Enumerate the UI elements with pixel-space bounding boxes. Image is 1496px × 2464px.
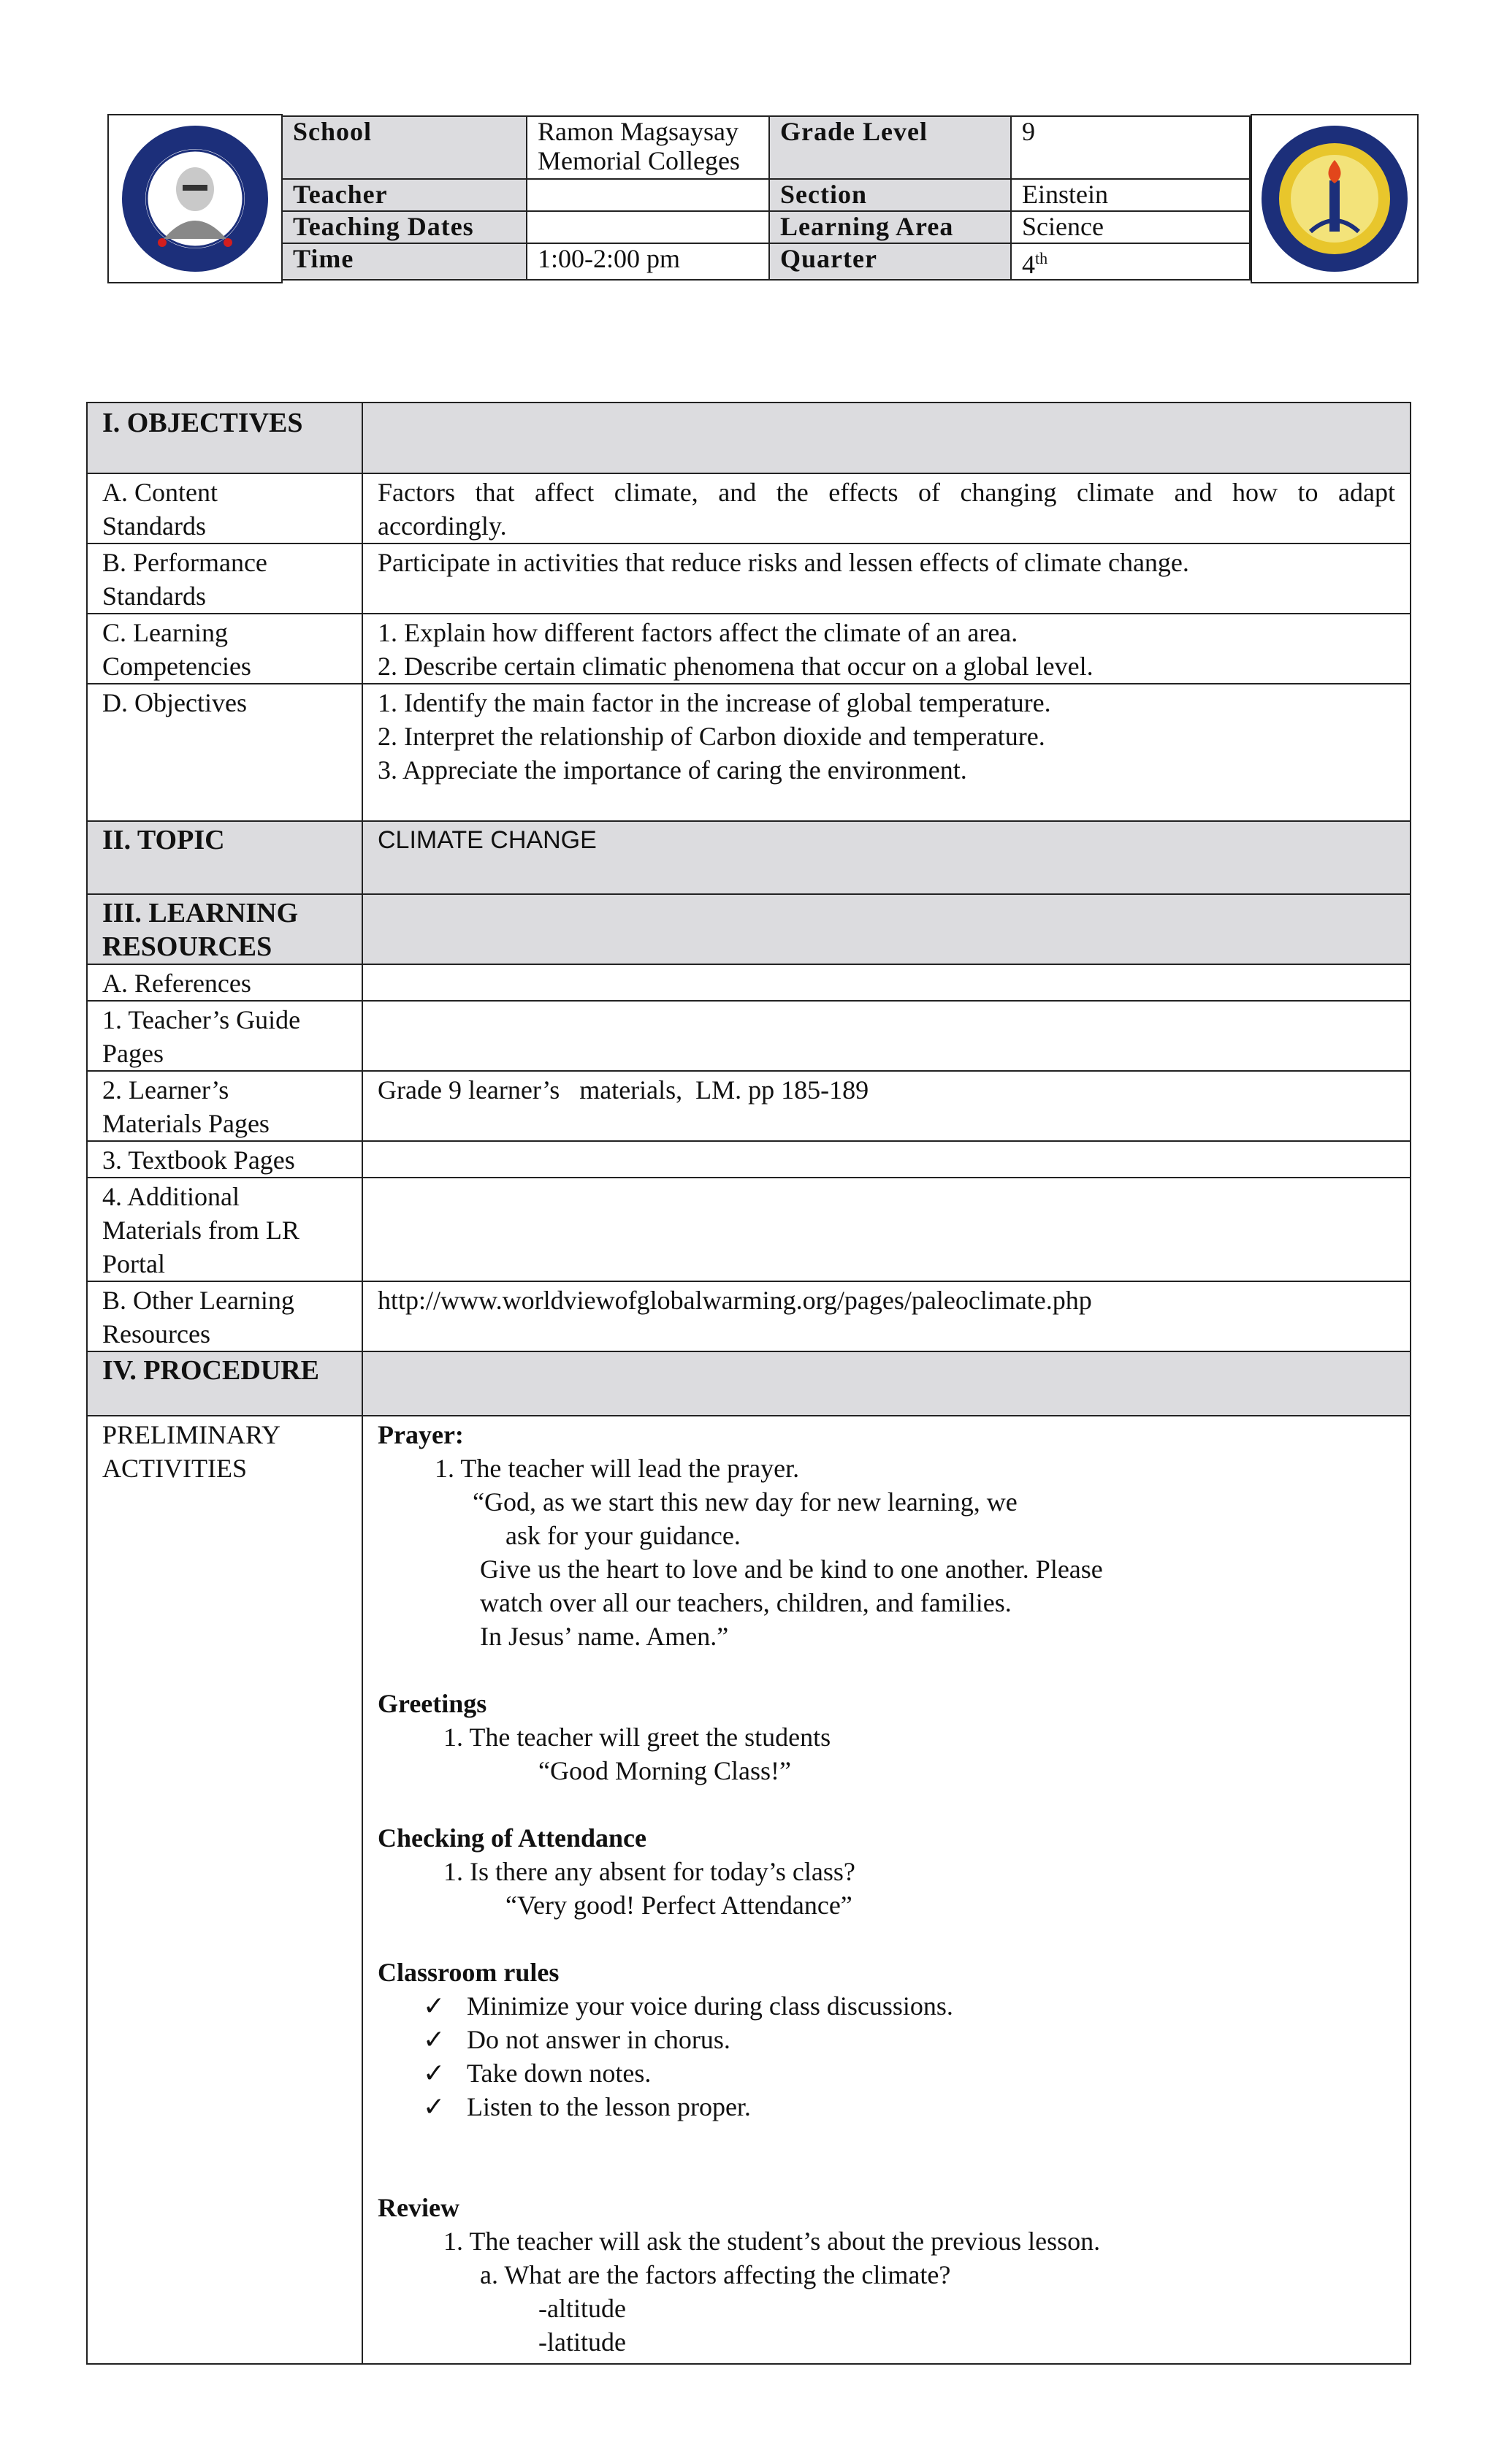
attendance-step: 1. Is there any absent for today’s class? — [443, 1857, 855, 1886]
procedure-heading: IV. PROCEDURE — [87, 1351, 362, 1416]
checkmark-icon: ✓ — [423, 2092, 446, 2121]
learners-materials-value: Grade 9 learner’s materials, LM. pp 185-189 — [362, 1071, 1411, 1141]
additional-materials-label: 4. Additional Materials from LR Portal — [87, 1178, 362, 1281]
references-value — [362, 964, 1411, 1001]
textbook-pages-label: 3. Textbook Pages — [87, 1141, 362, 1178]
objectives-list — [362, 684, 1411, 821]
learning-resources-heading: III. LEARNING RESOURCES — [87, 894, 362, 964]
school-label: School — [282, 116, 527, 179]
content-standards-label: A. Content Standards — [87, 473, 362, 543]
time-value: 1:00-2:00 pm — [527, 243, 769, 280]
school-value: Ramon Magsaysay Memorial Colleges — [527, 116, 769, 179]
list-item: 3. Appreciate the importance of caring the environment. — [378, 755, 967, 785]
prayer-line: In Jesus’ name. Amen.” — [480, 1622, 729, 1651]
objectives-heading-empty — [362, 403, 1411, 473]
college-seal-icon — [1258, 122, 1411, 275]
review-answer: -altitude — [538, 2294, 626, 2323]
list-item: ✓ Take down notes. — [378, 2056, 1395, 2090]
learning-competencies-list — [362, 614, 1411, 684]
performance-standards-label: B. Performance Standards — [87, 543, 362, 614]
learning-competencies-label: C. Learning Competencies — [87, 614, 362, 684]
checkmark-icon: ✓ — [423, 2025, 446, 2054]
checkmark-icon: ✓ — [423, 1991, 446, 2021]
procedure-heading-empty — [362, 1351, 1411, 1416]
learning-area-value: Science — [1011, 211, 1250, 243]
time-label: Time — [282, 243, 527, 280]
teaching-dates-value — [527, 211, 769, 243]
classroom-rules-title: Classroom rules — [378, 1958, 560, 1987]
list-item: ✓ Do not answer in chorus. — [378, 2023, 1395, 2056]
references-label: A. References — [87, 964, 362, 1001]
preliminary-activities-label: PRELIMINARY ACTIVITIES — [87, 1416, 362, 2364]
attendance-title: Checking of Attendance — [378, 1823, 646, 1853]
teachers-guide-value — [362, 1001, 1411, 1071]
prayer-line: Give us the heart to love and be kind to one another. Please — [480, 1555, 1103, 1584]
teaching-dates-label: Teaching Dates — [282, 211, 527, 243]
school-seal-icon — [118, 122, 272, 275]
prayer-line: watch over all our teachers, children, and families. — [480, 1588, 1012, 1617]
review-answer: -latitude — [538, 2327, 626, 2357]
topic-value: CLIMATE CHANGE — [362, 821, 1411, 894]
college-logo-right — [1251, 114, 1419, 283]
review-step: 1. The teacher will ask the student’s about the previous lesson. — [443, 2227, 1101, 2256]
list-item: 2. Describe certain climatic phenomena that occur on a global level. — [378, 652, 1094, 681]
quarter-value: 4th — [1011, 243, 1250, 280]
textbook-pages-value — [362, 1141, 1411, 1178]
other-resources-label: B. Other Learning Resources — [87, 1281, 362, 1351]
lesson-plan-table — [86, 402, 1411, 2365]
review-title: Review — [378, 2193, 459, 2222]
quarter-label: Quarter — [769, 243, 1011, 280]
prayer-step: 1. The teacher will lead the prayer. — [435, 1454, 800, 1483]
topic-heading: II. TOPIC — [87, 821, 362, 894]
list-item: 2. Interpret the relationship of Carbon dioxide and temperature. — [378, 722, 1045, 751]
attendance-quote: “Very good! Perfect Attendance” — [505, 1891, 852, 1920]
teachers-guide-label: 1. Teacher’s Guide Pages — [87, 1001, 362, 1071]
greetings-step: 1. The teacher will greet the students — [443, 1723, 831, 1752]
grade-level-value: 9 — [1011, 116, 1250, 179]
teacher-value — [527, 179, 769, 211]
objectives-heading: I. OBJECTIVES — [87, 403, 362, 473]
list-item: 1. Explain how different factors affect the climate of an area. — [378, 618, 1018, 647]
other-resources-value — [362, 1281, 1411, 1351]
additional-materials-value — [362, 1178, 1411, 1281]
prayer-title: Prayer: — [378, 1420, 464, 1449]
content-standards-text: Factors that affect climate, and the effects of changing climate and how to adapt accordingly. — [362, 473, 1411, 543]
learners-materials-label: 2. Learner’s Materials Pages — [87, 1071, 362, 1141]
greetings-quote: “Good Morning Class!” — [538, 1756, 791, 1785]
greetings-title: Greetings — [378, 1689, 487, 1718]
learning-resources-heading-empty — [362, 894, 1411, 964]
review-question: a. What are the factors affecting the climate? — [480, 2260, 951, 2289]
resource-url: http://www.worldviewofglobalwarming.org/pages/paleoclimate.php — [378, 1286, 1092, 1315]
list-item: ✓ Minimize your voice during class discussions. — [378, 1989, 1395, 2023]
section-value: Einstein — [1011, 179, 1250, 211]
teacher-label: Teacher — [282, 179, 527, 211]
header-info-table — [281, 115, 1251, 281]
section-label: Section — [769, 179, 1011, 211]
grade-level-label: Grade Level — [769, 116, 1011, 179]
prayer-line: ask for your guidance. — [505, 1521, 741, 1550]
performance-standards-text: Participate in activities that reduce risks and lessen effects of climate change. — [362, 543, 1411, 614]
preliminary-activities-content — [362, 1416, 1411, 2364]
list-item: 1. Identify the main factor in the increase of global temperature. — [378, 688, 1051, 717]
list-item: ✓ Listen to the lesson proper. — [378, 2090, 1395, 2124]
school-logo-left — [107, 114, 283, 283]
learning-area-label: Learning Area — [769, 211, 1011, 243]
checkmark-icon: ✓ — [423, 2059, 446, 2088]
prayer-line: “God, as we start this new day for new learning, we — [473, 1487, 1018, 1517]
objectives-label: D. Objectives — [87, 684, 362, 821]
